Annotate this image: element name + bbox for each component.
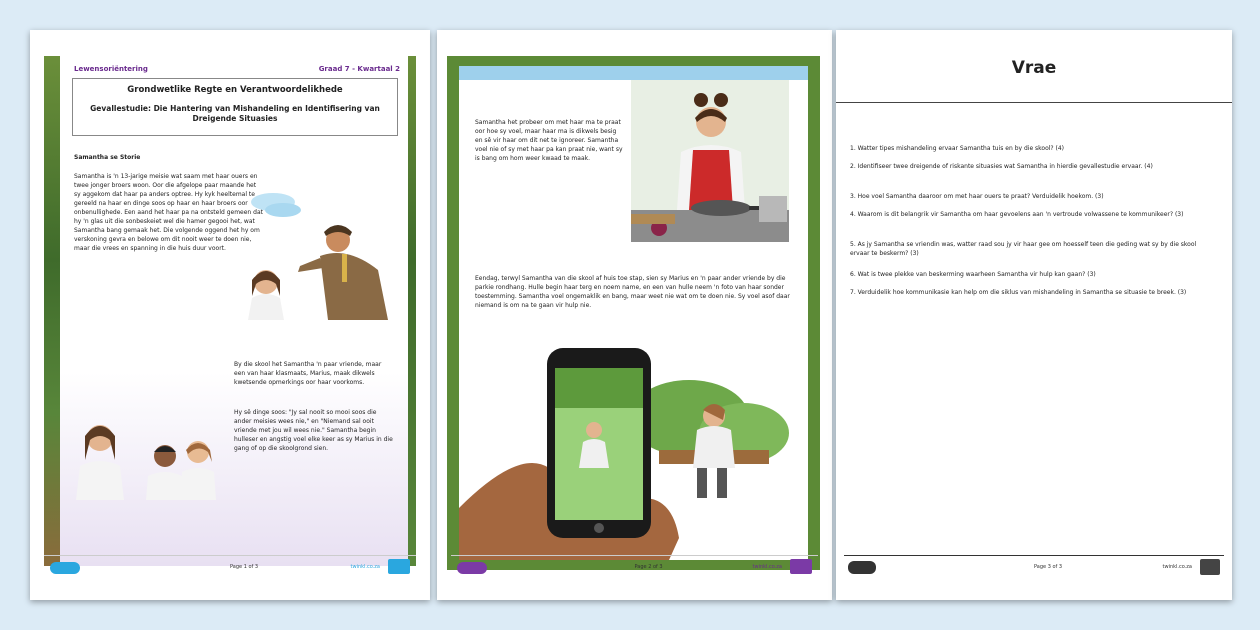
phone-icon [547,348,651,538]
question-6: 6. Wat is twee plekke van beskerming waarheen Samantha vir hulp kan gaan? (3) [850,271,1096,278]
pot-icon [759,196,787,222]
illustration-mother-cooking [631,80,789,242]
footer-website: twinkl.co.za [350,564,380,570]
title-box [72,78,398,136]
illustration-father-daughter [228,180,408,320]
badge-icon [1200,559,1220,575]
illustration-phone-photo [459,338,808,560]
worksheet-page-3 [836,30,1232,600]
brand-logo-icon [50,562,80,574]
boy-figure [146,445,184,500]
brand-logo-icon [457,562,487,574]
girl-figure [248,270,284,320]
story-paragraph-2: By die skool het Samantha 'n paar vriende, maar een van haar klasmaats, Marius, maak dikwels kwetsende opmerkings oor haar voorkoms. [234,361,382,386]
subject-header: Lewensoriëntering [74,65,148,73]
grade-term-header: Graad 7 - Kwartaal 2 [318,65,400,73]
page-footer [44,555,416,578]
page-footer [844,555,1224,580]
brand-logo-icon [848,561,876,574]
questions-heading: Vrae [1011,58,1057,78]
story-paragraph-1: Samantha is 'n 13-jarige meisie wat saam met haar ouers en twee jonger broers woon. Oor die afgelope paar maande het sy aggekom dat haar pa anders optree. Hy kyk heeltemal te gereeld na haar en dinge soos op haar en haar broers oor onbenullighede. Een aand het haar pa na ontsteld gemeen dat hy 'n glas uit die sonbeskeiet wel die hamer gegooi het, wat Samantha bang gemaak het. Die volgende oggend het hy om verskoning gevra en belowe om dit nooit weer te doen nie, maar die vrees en spanning in die huis duur voort. [74,173,263,252]
left-border-decoration [44,56,60,566]
badge-icon [790,559,812,574]
question-7: 7. Verduidelik hoe kommunikasie kan help om die siklus van mishandeling in Samantha se situasie te breek. (3) [850,289,1187,296]
page-number: Page 1 of 3 [230,564,259,570]
father-figure [298,225,388,320]
page-subtitle: Gevallestudie: Die Hantering van Mishandeling en Identifisering van Dreigende Situasies [90,104,380,123]
story-paragraph-4: Samantha het probeer om met haar ma te praat oor hoe sy voel, maar haar ma is dikwels besig en sê vir haar om dit net te ignoreer. Samantha voel nie of sy met haar pa kan praat nie, want sy is bang om hom weer kwaad te maak. [475,119,623,162]
page-title: Grondwetlike Regte en Verantwoordelikhede [127,85,343,95]
footer-website: twinkl.co.za [1162,564,1192,570]
sky-strip [459,66,808,80]
question-4: 4. Waarom is dit belangrik vir Samantha om haar gevoelens aan 'n vertroude volwassene te kommunikeer? (3) [850,211,1184,218]
heading-divider [836,102,1232,103]
illustration-whispering-classmates [70,410,230,500]
worksheet-page-1 [30,30,430,600]
sad-girl-figure [76,425,124,500]
steam-cloud-icon [251,193,301,217]
page-footer [451,555,818,578]
whispering-girl-figure [180,441,216,500]
question-2: 2. Identifiseer twee dreigende of riskante situasies wat Samantha in hierdie gevallestudie ervaar. (4) [850,163,1153,170]
question-1: 1. Watter tipes mishandeling ervaar Samantha tuis en by die skool? (4) [850,145,1065,152]
cutting-board [631,214,675,224]
footer-website: twinkl.co.za [752,564,782,570]
worksheet-page-2 [437,30,832,600]
question-5: 5. As jy Samantha se vriendin was, watter raad sou jy vir haar gee om hoesself teen die geding wat sy by die skool ervaar te beskerm? (3) [850,241,1197,257]
page-number: Page 2 of 3 [634,564,663,570]
question-3: 3. Hoe voel Samantha daaroor om met haar ouers te praat? Verduidelik hoekom. (3) [850,193,1104,200]
story-paragraph-5: Eendag, terwyl Samantha van die skool af huis toe stap, sien sy Marius en 'n paar ander vriende by die parkie rondhang. Hulle begin haar terg en noem name, en een van hulle neem 'n foto van haar sonder toestemming. Samantha voel ongemaklik en bang, maar weet nie wat om te doen nie. Sy voel asof daar niemand is om na te gaan vir hulp nie. [475,275,790,309]
page-number: Page 3 of 3 [1034,564,1063,570]
story-paragraph-3: Hy sê dinge soos: "Jy sal nooit so mooi soos die ander meisies wees nie," en "Niemand sal ooit vriende met jou wil wees nie." Samantha begin hulleser en angstig voel elke keer as sy Marius in die gang of op die skoolgrond sien. [234,409,393,452]
right-border-decoration [408,56,416,566]
badge-icon [388,559,410,574]
section-heading: Samantha se Storie [74,154,141,161]
